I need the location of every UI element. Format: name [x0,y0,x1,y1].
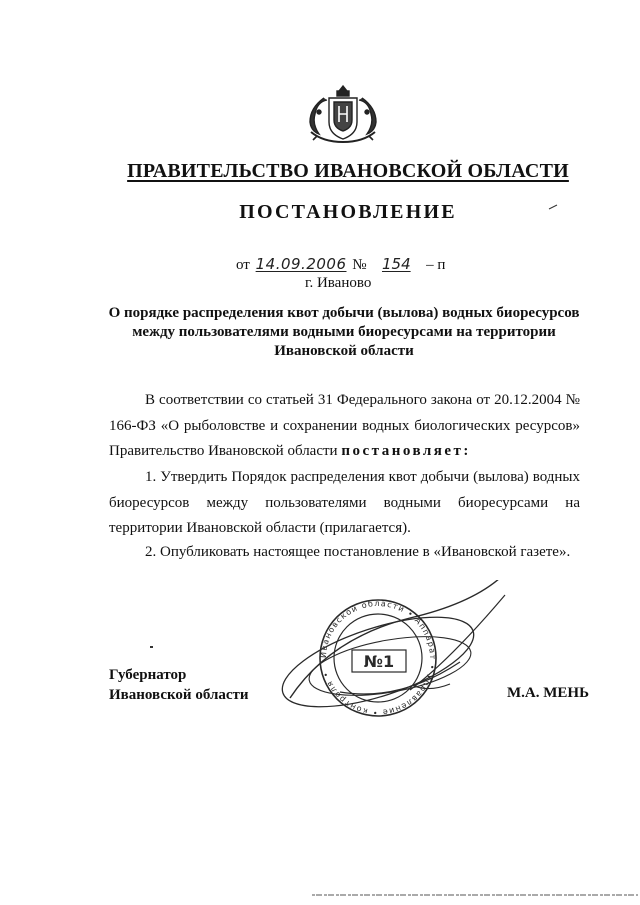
stamp-ring-text: Ивановской области • Аппарат • Управление • контроля • [318,598,438,718]
signatory-name: М.А. МЕНЬ [507,685,589,701]
date-prefix: от [236,257,250,273]
preamble-action: постановляет: [341,443,471,459]
position-line-2: Ивановской области [109,687,249,703]
preamble-text: В соответствии со статьей 31 Федерального закона от 20.12.2004 № 166-ФЗ «О рыболовстве и сохранении водных биологических ресурсов» Правительство Ивановской области [109,392,580,459]
document-subject: О порядке распределения квот добычи (вылова) водных биоресурсов между пользователями водными биоресурсами на территории Ивановской области [108,305,580,359]
official-stamp-and-signature [260,580,520,730]
registration-line [236,255,445,274]
clause-2: 2. Опубликовать настоящее постановление в «Ивановской газете». [145,544,571,560]
number-suffix: – п [426,257,446,273]
preamble-paragraph [109,388,580,465]
city-line: г. Иваново [305,275,372,291]
government-title-text: ПРАВИТЕЛЬСТВО ИВАНОВСКОЙ ОБЛАСТИ [127,160,569,182]
scan-edge-line [312,892,638,898]
signatory-position [109,665,249,705]
handwritten-date: 14.09.2006 [255,255,347,273]
clause-1: 1. Утвердить Порядок распределения квот добычи (вылова) водных биоресурсов между пользователями водными биоресурсами на территории Ивановской области (прилагается). [109,469,580,536]
position-line-1: Губернатор [109,667,187,683]
stamp-code: №1 [363,652,395,671]
document-type: ПОСТАНОВЛЕНИЕ [239,201,457,223]
coat-of-arms-emblem [303,82,383,144]
ink-dot [150,646,153,648]
handwritten-number: 154 [381,255,411,273]
number-sign: № [352,257,367,273]
government-title [0,160,640,183]
